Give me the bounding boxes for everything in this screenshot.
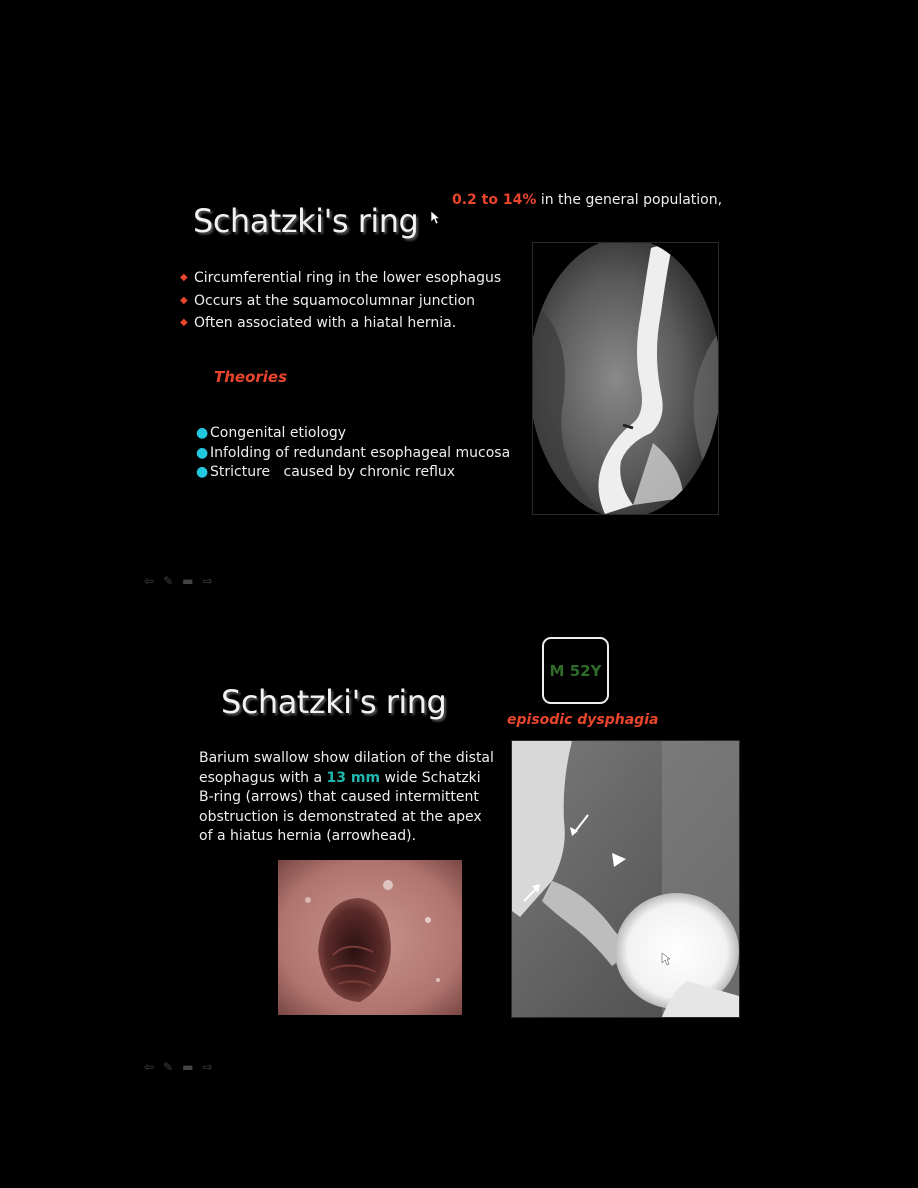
arrow-left-icon[interactable]: ⇦ <box>144 574 155 588</box>
cyan-dot-icon: ● <box>196 444 209 461</box>
endoscopy-graphic <box>278 860 462 1015</box>
screen-icon[interactable]: ▬ <box>182 1060 194 1074</box>
barium-swallow-graphic <box>512 741 739 1017</box>
prevalence-rest: in the general population, <box>536 192 723 208</box>
patient-badge-label: M 52Y <box>549 661 602 680</box>
prevalence-stat <box>452 192 722 208</box>
patient-badge <box>542 637 609 704</box>
red-diamond-icon: ◆ <box>180 317 188 328</box>
mouse-cursor-icon <box>431 211 440 225</box>
cyan-dot-icon: ● <box>196 425 209 441</box>
arrow-left-icon[interactable]: ⇦ <box>144 1060 155 1074</box>
slide1-bullet-list <box>180 267 501 335</box>
endoscopy-image <box>278 860 462 1015</box>
list-item: ● Stricture caused by chronic reflux <box>196 463 510 483</box>
slide2-nav-controls <box>144 1060 213 1074</box>
slide1-title: Schatzki's ring <box>193 202 419 240</box>
slide1-nav-controls <box>144 574 213 588</box>
pen-icon[interactable]: ✎ <box>163 1060 174 1074</box>
case-description: Barium swallow show dilation of the distal esophagus with a 13 mm wide Schatzki B-ring (arrows) that caused intermittent obstruction is demonstrated at the apex of a hiatus hernia (arrowhead). <box>199 750 494 844</box>
list-item: ● Infolding of redundant esophageal mucosa <box>196 444 510 464</box>
arrow-right-icon[interactable]: ⇨ <box>202 574 213 588</box>
slide2-title: Schatzki's ring <box>221 683 447 721</box>
pen-icon[interactable]: ✎ <box>163 574 174 588</box>
barium-swallow-image <box>511 740 740 1018</box>
list-item: ◆ Circumferential ring in the lower esophagus <box>180 267 501 290</box>
red-diamond-icon: ◆ <box>180 272 188 283</box>
screen-icon[interactable]: ▬ <box>182 574 194 588</box>
xray-graphic <box>533 243 718 514</box>
arrow-right-icon[interactable]: ⇨ <box>202 1060 213 1074</box>
red-diamond-icon: ◆ <box>180 294 188 306</box>
theories-heading: Theories <box>214 368 288 386</box>
list-item: ◆ Occurs at the squamocolumnar junction <box>180 290 501 313</box>
prevalence-highlight: 0.2 to 14% <box>452 192 537 208</box>
theories-list <box>196 424 510 483</box>
barium-xray-image <box>532 242 719 515</box>
symptom-label: episodic dysphagia <box>507 712 659 728</box>
cyan-dot-icon: ● <box>196 464 209 480</box>
list-item: ● Congenital etiology <box>196 424 510 444</box>
list-item: ◆ Often associated with a hiatal hernia. <box>180 312 501 335</box>
ring-size-highlight: 13 mm <box>326 769 381 786</box>
